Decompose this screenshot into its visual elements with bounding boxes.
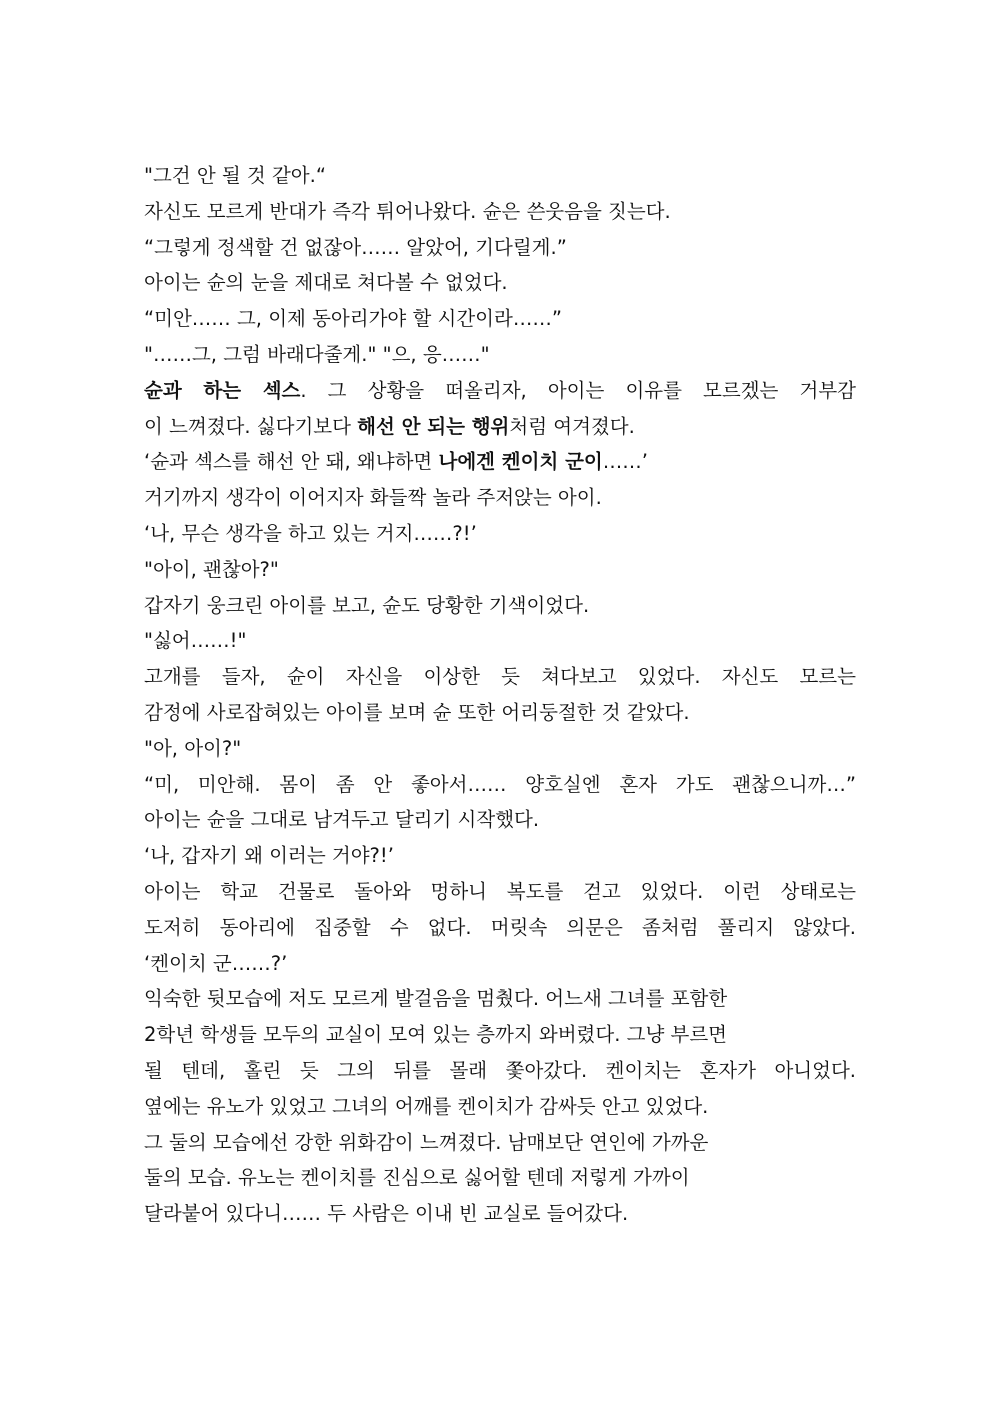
- text-line: [144, 767, 856, 803]
- text-segment: 달라붙어 있다니…… 두 사람은 이내 빈 교실로 들어갔다.: [144, 1202, 629, 1226]
- text-line: [144, 695, 856, 731]
- text-segment: "아이, 괜찮아?": [144, 557, 279, 581]
- text-line: [144, 588, 856, 624]
- text-segment: . 그 상황을 떠올리자, 아이는 이유를 모르겠는 거부감: [300, 378, 856, 402]
- text-segment: “그렇게 정색할 건 없잖아…… 알았어, 기다릴게.”: [144, 235, 567, 259]
- text-segment: 아이는 슌을 그대로 남겨두고 달리기 시작했다.: [144, 808, 540, 832]
- text-segment: 고개를 들자, 슌이 자신을 이상한 듯 쳐다보고 있었다. 자신도 모르는: [144, 665, 856, 689]
- text-segment: 그 둘의 모습에선 강한 위화감이 느껴졌다. 남매보단 연인에 가까운: [144, 1130, 709, 1154]
- text-line: [144, 337, 856, 373]
- text-segment: 아이는 학교 건물로 돌아와 멍하니 복도를 걷고 있었다. 이런 상태로는: [144, 879, 856, 903]
- text-line: [144, 409, 856, 445]
- text-line: [144, 910, 856, 946]
- text-segment: 처럼 여겨졌다.: [509, 414, 635, 438]
- text-segment: "……그, 그럼 바래다줄게." "으, 응……": [144, 342, 490, 366]
- text-segment: ‘나, 갑자기 왜 이러는 거야?!’: [144, 844, 394, 868]
- text-line: [144, 158, 856, 194]
- emphasized-text: 슌과 하는 섹스: [144, 378, 301, 402]
- text-line: [144, 1089, 856, 1125]
- text-segment: ‘켄이치 군……?’: [144, 951, 288, 975]
- text-line: [144, 1125, 856, 1161]
- text-line: [144, 516, 856, 552]
- text-segment: ‘나, 무슨 생각을 하고 있는 거지……?!’: [144, 521, 477, 545]
- text-segment: ……’: [602, 450, 648, 474]
- text-line: [144, 1160, 856, 1196]
- text-segment: 익숙한 뒷모습에 저도 모르게 발걸음을 멈췄다. 어느새 그녀를 포함한: [144, 987, 728, 1011]
- text-line: [144, 981, 856, 1017]
- text-segment: 2학년 학생들 모두의 교실이 모여 있는 층까지 와버렸다. 그냥 부르면: [144, 1023, 727, 1047]
- text-segment: 감정에 사로잡혀있는 아이를 보며 슌 또한 어리둥절한 것 같았다.: [144, 700, 690, 724]
- text-segment: 둘의 모습. 유노는 켄이치를 진심으로 싫어할 텐데 저렇게 가까이: [144, 1166, 690, 1190]
- text-line: [144, 946, 856, 982]
- text-segment: "그건 안 될 것 같아.“: [144, 164, 326, 187]
- text-line: [144, 802, 856, 838]
- text-line: [144, 444, 856, 480]
- text-segment: 자신도 모르게 반대가 즉각 튀어나왔다. 슌은 쓴웃음을 짓는다.: [144, 199, 671, 223]
- text-line: [144, 194, 856, 230]
- text-line: [144, 230, 856, 266]
- text-segment: 도저히 동아리에 집중할 수 없다. 머릿속 의문은 좀처럼 풀리지 않았다.: [144, 915, 856, 939]
- text-line: [144, 874, 856, 910]
- emphasized-text: 해선 안 되는 행위: [357, 414, 510, 438]
- text-segment: 아이는 슌의 눈을 제대로 쳐다볼 수 없었다.: [144, 271, 508, 295]
- text-segment: "아, 아이?": [144, 736, 242, 760]
- text-segment: 될 텐데, 홀린 듯 그의 뒤를 몰래 쫓아갔다. 켄이치는 혼자가 아니었다.: [144, 1058, 856, 1082]
- text-segment: 옆에는 유노가 있었고 그녀의 어깨를 켄이치가 감싸듯 안고 있었다.: [144, 1094, 709, 1118]
- text-line: [144, 623, 856, 659]
- text-segment: “미안…… 그, 이제 동아리가야 할 시간이라……”: [144, 307, 562, 331]
- body-text: [144, 158, 856, 1232]
- text-segment: 거기까지 생각이 이어지자 화들짝 놀라 주저앉는 아이.: [144, 486, 602, 510]
- text-line: [144, 301, 856, 337]
- text-segment: “미, 미안해. 몸이 좀 안 좋아서…… 양호실엔 혼자 가도 괜찮으니까…”: [144, 772, 856, 796]
- text-segment: ‘슌과 섹스를 해선 안 돼, 왜냐하면: [144, 450, 439, 474]
- text-line: [144, 1053, 856, 1089]
- text-segment: 갑자기 웅크린 아이를 보고, 슌도 당황한 기색이었다.: [144, 593, 590, 617]
- emphasized-text: 나에겐 켄이치 군이: [438, 450, 603, 474]
- text-line: [144, 480, 856, 516]
- text-line: [144, 373, 856, 409]
- text-segment: "싫어……!": [144, 629, 247, 653]
- text-line: [144, 265, 856, 301]
- text-line: [144, 1017, 856, 1053]
- text-line: [144, 552, 856, 588]
- text-line: [144, 659, 856, 695]
- text-line: [144, 731, 856, 767]
- text-line: [144, 838, 856, 874]
- text-line: [144, 1196, 856, 1232]
- text-segment: 이 느껴졌다. 싫다기보다: [144, 414, 358, 438]
